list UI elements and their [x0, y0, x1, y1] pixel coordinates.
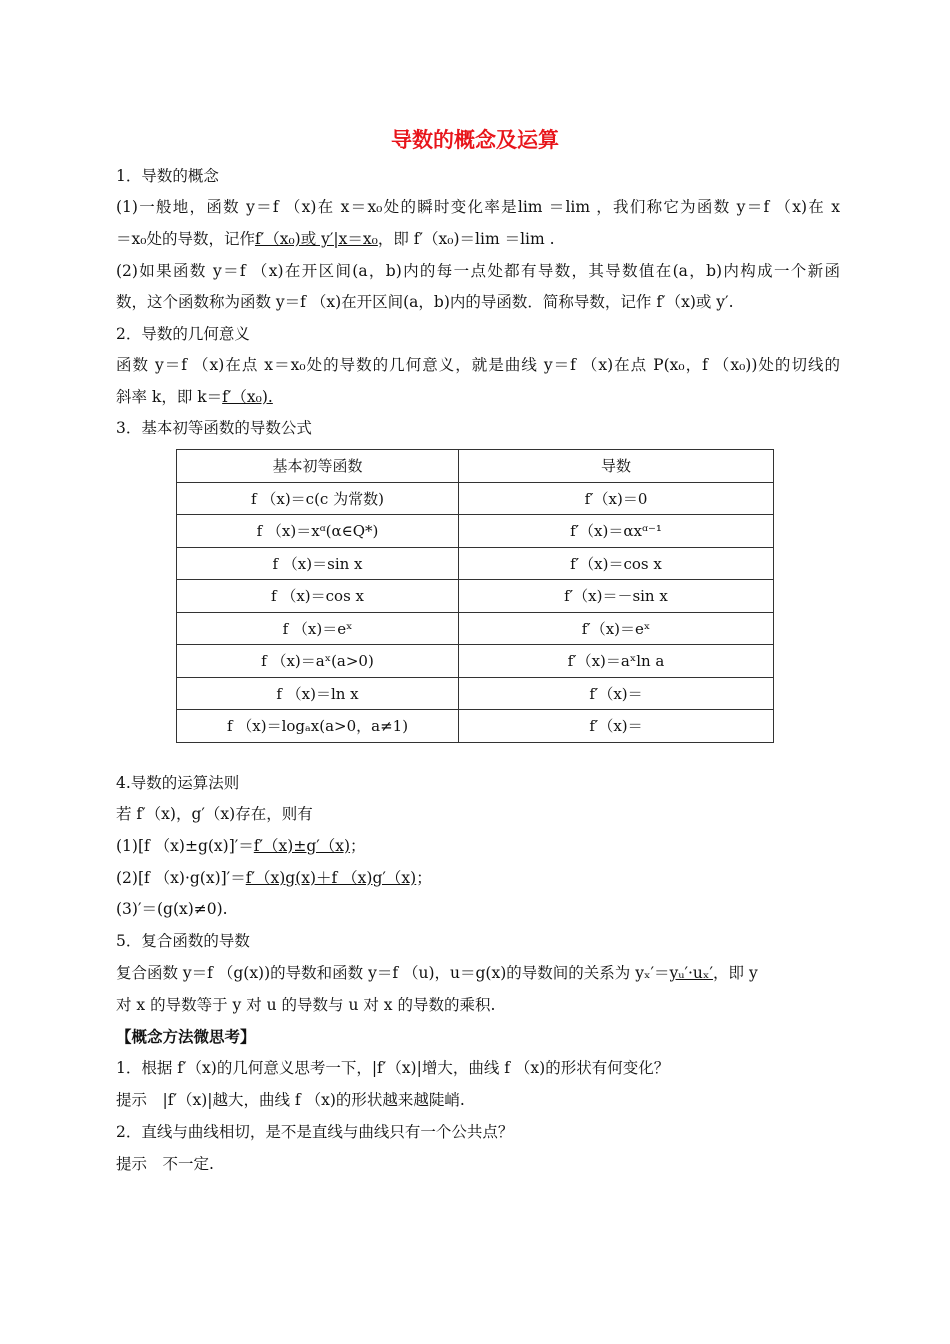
derivative-cell: f′（x)＝－sin x: [459, 580, 774, 613]
s1-p1-line2: ＝x₀处的导数，记作f′（x₀)或 y′|x＝x₀，即 f′（x₀)＝lim ＝lim .: [116, 230, 555, 248]
table-header-row: [177, 450, 774, 483]
table-row: [177, 677, 774, 710]
derivative-cell: f′（x)＝cos x: [459, 547, 774, 580]
s4-intro: 若 f′（x)，g′（x)存在，则有: [116, 805, 313, 823]
derivative-cell: f′（x)＝0: [459, 482, 774, 515]
function-cell: f （x)＝ln x: [177, 677, 459, 710]
derivative-cell: f′（x)＝: [459, 710, 774, 743]
section-4-heading: 4.导数的运算法则: [116, 774, 240, 792]
derivative-table: [176, 449, 774, 743]
function-cell: f （x)＝logₐx(a>0，a≠1): [177, 710, 459, 743]
function-cell: f （x)＝cos x: [177, 580, 459, 613]
function-cell: f （x)＝eˣ: [177, 612, 459, 645]
table-row: [177, 547, 774, 580]
derivative-cell: f′（x)＝eˣ: [459, 612, 774, 645]
derivative-cell: f′（x)＝: [459, 677, 774, 710]
think-heading: 【概念方法微思考】: [116, 1028, 256, 1046]
section-5-heading: 5．复合函数的导数: [116, 932, 250, 950]
function-cell: f （x)＝sin x: [177, 547, 459, 580]
answer-2: 提示 不一定.: [116, 1155, 214, 1173]
answer-1: 提示 |f′（x)|越大，曲线 f （x)的形状越来越陡峭.: [116, 1091, 465, 1109]
s4-rule1: (1)[f （x)±g(x)]′＝f′（x)±g′（x)；: [116, 837, 366, 855]
section-2-heading: 2．导数的几何意义: [116, 325, 250, 343]
question-1: 1．根据 f′（x)的几何意义思考一下，|f′（x)|增大，曲线 f （x)的形状有何变化？: [116, 1059, 670, 1077]
table-row: [177, 645, 774, 678]
table-row: [177, 612, 774, 645]
section-3-heading: 3．基本初等函数的导数公式: [116, 419, 312, 437]
function-cell: f （x)＝aˣ(a>0): [177, 645, 459, 678]
table-row: [177, 580, 774, 613]
table-row: [177, 710, 774, 743]
s4-rule2: (2)[f （x)·g(x)]′＝f′（x)g(x)＋f （x)g′（x)；: [116, 869, 432, 887]
table-row: [177, 482, 774, 515]
derivative-cell: f′（x)＝aˣln a: [459, 645, 774, 678]
section-1-heading: 1．导数的概念: [116, 167, 219, 185]
s5-line1: 复合函数 y＝f （g(x))的导数和函数 y＝f （u)，u＝g(x)的导数间的关系为 yₓ′＝yᵤ′·uₓ′，即 y: [116, 964, 758, 982]
s1-p2-line2: 数，这个函数称为函数 y＝f （x)在开区间(a，b)内的导函数．简称导数，记作 f′（x)或 y′.: [116, 293, 734, 311]
question-2: 2．直线与曲线相切，是不是直线与曲线只有一个公共点？: [116, 1123, 514, 1141]
s1-p2-line1: (2)如果函数 y＝f （x)在开区间(a，b)内的每一点处都有导数，其导数值在(a，b)内构成一个新函: [116, 262, 840, 280]
derivative-cell: f′（x)＝αxᵅ⁻¹: [459, 515, 774, 548]
s5-line2: 对 x 的导数等于 y 对 u 的导数与 u 对 x 的导数的乘积.: [116, 996, 496, 1014]
table-header-cell: 基本初等函数: [177, 450, 459, 483]
page-title: 导数的概念及运算: [391, 128, 559, 152]
table-header-cell: 导数: [459, 450, 774, 483]
s1-p1-line1: (1)一般地，函数 y＝f （x)在 x＝x₀处的瞬时变化率是lim ＝lim ，我们称它为函数 y＝f （x)在 x: [116, 198, 840, 216]
table-row: [177, 515, 774, 548]
s2-line2: 斜率 k，即 k＝f′（x₀).: [116, 388, 273, 406]
s4-rule3: (3)′＝(g(x)≠0).: [116, 900, 228, 918]
function-cell: f （x)＝c(c 为常数): [177, 482, 459, 515]
s2-line1: 函数 y＝f （x)在点 x＝x₀处的导数的几何意义，就是曲线 y＝f （x)在点 P(x₀，f （x₀))处的切线的: [116, 356, 840, 374]
function-cell: f （x)＝xᵅ(α∈Q*): [177, 515, 459, 548]
